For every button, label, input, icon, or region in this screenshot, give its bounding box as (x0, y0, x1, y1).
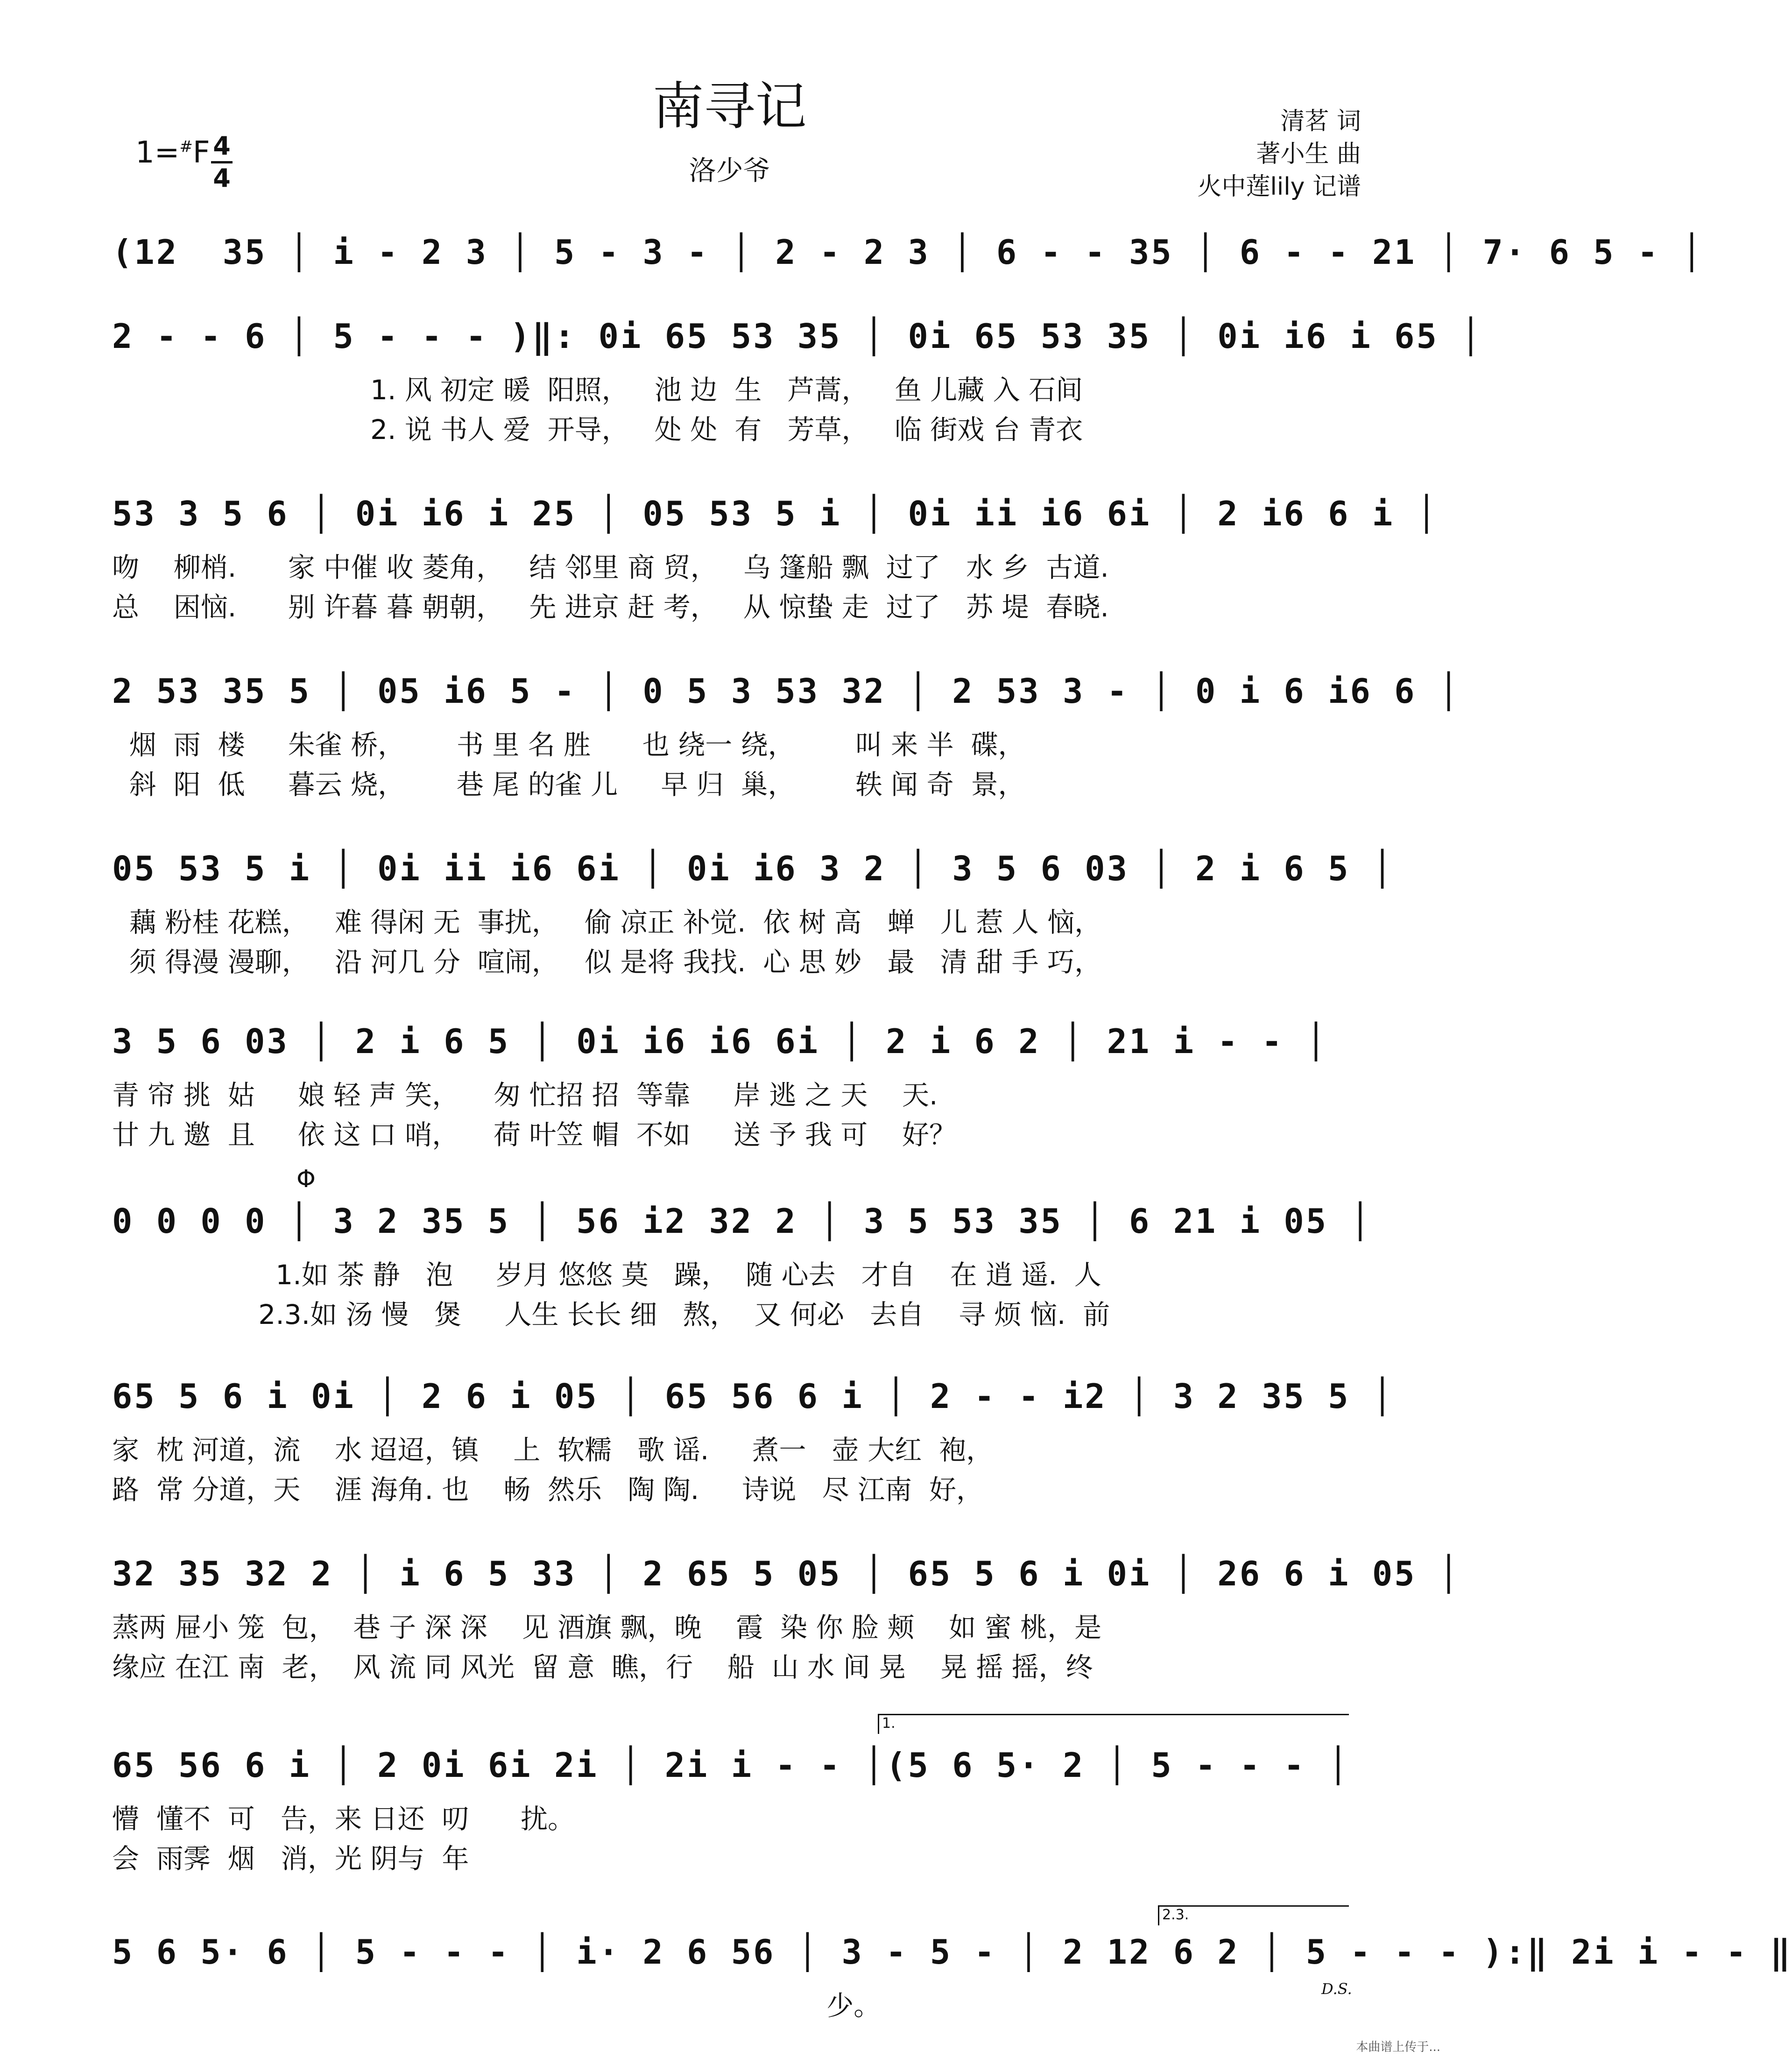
lyric-verse-1: 1.如 茶 静 泡 岁月 悠悠 莫 躁， 随 心去 才自 在 逍 遥. 人 (112, 1259, 1101, 1291)
notation-line: 65 5 6 i 0i │ 2 6 i 05 │ 65 56 6 i │ 2 - - i2 │ 3 2 35 5 │ (112, 1377, 1395, 1416)
lyric-verse-1: 青 帘 挑 姑 娘 轻 声 笑， 匆 忙招 招 等靠 岸 逃 之 天 天. (112, 1079, 938, 1111)
notation-line: 65 56 6 i │ 2 0i 6i 2i │ 2i i - - │(5 6 5· 2 │ 5 - - - │ (112, 1746, 1350, 1785)
notation-line: 53 3 5 6 │ 0i i6 i 25 │ 05 53 5 i │ 0i ii i6 6i │ 2 i6 6 i │ (112, 494, 1439, 533)
notation-line: 0 0 0 0 │ 3 2 35 5 │ 56 i2 32 2 │ 3 5 53 35 │ 6 21 i 05 │ (112, 1202, 1372, 1241)
song-title: 南寻记 (652, 77, 807, 136)
composer: 著小生 曲 (1256, 140, 1361, 168)
volta-2-3: 2.3. (1158, 1905, 1349, 1925)
notation-line: 3 5 6 03 │ 2 i 6 5 │ 0i i6 i6 6i │ 2 i 6 2 │ 21 i - - │ (112, 1022, 1328, 1061)
notation-line: 5 6 5· 6 │ 5 - - - │ i· 2 6 56 │ 3 - 5 - │ 2 12 6 2 │ 5 - - - ):‖ 2i i - - ‖ (112, 1932, 1792, 1972)
lyric-verse-1: 蒸两 屉小 笼 包， 巷 子 深 深 见 酒旗 飘，晚 霞 染 你 脸 颊 如 蜜 桃，是 (112, 1612, 1102, 1643)
singer-name: 洛少爷 (689, 155, 770, 186)
key-note: F (192, 135, 210, 170)
lyric-verse-2: 2.3.如 汤 慢 煲 人生 长长 细 熬， 又 何必 去自 寻 烦 恼. 前 (112, 1299, 1110, 1330)
lyric-verse-2: 缘应 在江 南 老， 风 流 同 风光 留 意 瞧，行 船 山 水 间 晃 晃 摇 摇，终 (112, 1651, 1093, 1683)
notation-line: 05 53 5 i │ 0i ii i6 6i │ 0i i6 3 2 │ 3 5 6 03 │ 2 i 6 5 │ (112, 849, 1395, 888)
lyric-verse-1: 吻 柳梢. 家 中催 收 菱角， 结 邻里 商 贸， 乌 篷船 飘 过了 水 乡 古道. (112, 552, 1109, 583)
ds-marker: D.S. (1321, 1980, 1352, 1998)
lyric-verse-1: 烟 雨 楼 朱雀 桥， 书 里 名 胜 也 绕一 绕， 叫 来 半 碟， (112, 729, 1025, 761)
lyric-verse-2: 须 得漫 漫聊， 沿 河几 分 喧闹， 似 是将 我找. 心 思 妙 最 清 甜 手 巧， (112, 946, 1102, 978)
coda-sign: Φ (296, 1165, 316, 1193)
key-sharp: # (179, 137, 193, 156)
lyric-verse-1: 1. 风 初定 暖 阳照， 池 边 生 芦蒿， 鱼 儿藏 入 石间 (112, 374, 1083, 406)
transcriber: 火中莲lily 记谱 (1197, 173, 1361, 201)
lyric-verse-1: 少。 (112, 1990, 881, 2022)
lyric-verse-1: 藕 粉桂 花糕， 难 得闲 无 事扰， 偷 凉正 补觉. 依 树 高 蝉 儿 惹 人 恼， (112, 906, 1102, 938)
notation-line: (12 35 │ i - 2 3 │ 5 - 3 - │ 2 - 2 3 │ 6 - - 35 │ 6 - - 21 │ 7· 6 5 - │ (112, 233, 1704, 272)
meter-bottom: 4 (213, 163, 231, 193)
lyric-verse-2: 廿 九 邀 且 依 这 口 哨， 荷 叶笠 帽 不如 送 予 我 可 好？ (112, 1119, 956, 1151)
meter-top: 4 (213, 131, 231, 161)
lyric-verse-1: 懵 懂不 可 告，来 日还 叨 扰。 (112, 1803, 575, 1835)
notation-line: 32 35 32 2 │ i 6 5 33 │ 2 65 5 05 │ 65 5 6 i 0i │ 26 6 i 05 │ (112, 1554, 1461, 1593)
lyric-verse-2: 路 常 分道，天 涯 海角. 也 畅 然乐 陶 陶. 诗说 尽 江南 好， (112, 1474, 983, 1506)
lyric-verse-1: 家 枕 河道，流 水 迢迢，镇 上 软糯 歌 谣. 煮一 壶 大红 袍， (112, 1434, 994, 1466)
footer-watermark: 本曲谱上传于... (1356, 2040, 1440, 2054)
volta-1: 1. (878, 1714, 1349, 1734)
lyric-verse-2: 总 困恼. 别 许暮 暮 朝朝， 先 进京 赶 考， 从 惊蛰 走 过了 苏 堤 春晓. (112, 591, 1109, 623)
lyric-verse-2: 2. 说 书人 爱 开导， 处 处 有 芳草， 临 街戏 台 青衣 (112, 414, 1083, 446)
key-prefix: 1= (135, 135, 180, 170)
lyric-verse-2: 斜 阳 低 暮云 烧， 巷 尾 的雀 儿 早 归 巢， 轶 闻 奇 景， (112, 769, 1025, 800)
notation-line: 2 53 35 5 │ 05 i6 5 - │ 0 5 3 53 32 │ 2 53 3 - │ 0 i 6 i6 6 │ (112, 672, 1461, 711)
lyric-verse-2: 会 雨霁 烟 消，光 阴与 年 (112, 1843, 469, 1874)
key-signature (135, 135, 210, 170)
time-signature (211, 132, 233, 192)
credits (1197, 105, 1361, 203)
lyricist: 清茗 词 (1280, 107, 1361, 135)
notation-line: 2 - - 6 │ 5 - - - )‖: 0i 65 53 35 │ 0i 65 53 35 │ 0i i6 i 65 │ (112, 317, 1483, 356)
